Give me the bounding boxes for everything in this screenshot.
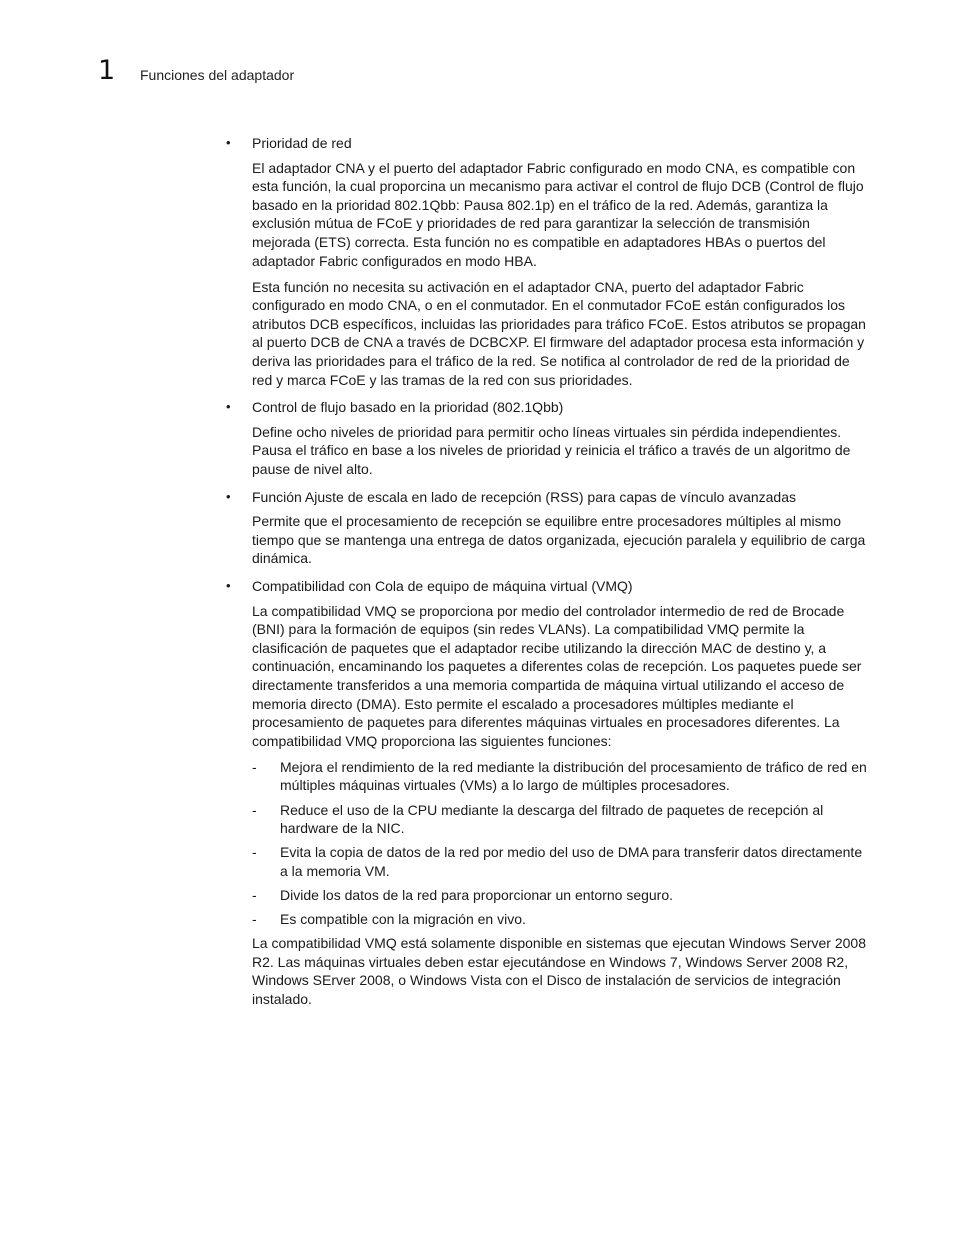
list-item [252, 910, 870, 929]
list-item [252, 886, 870, 905]
running-header-title: Funciones del adaptador [140, 67, 295, 83]
bullet-item-rss [226, 488, 870, 568]
list-item [252, 801, 870, 838]
bullet-icon: • [226, 577, 231, 593]
list-item-text: Evita la copia de datos de la red por medio del uso de DMA para transferir datos directamente a la memoria VM. [280, 844, 863, 879]
bullet-icon: • [226, 399, 231, 415]
dash-icon: - [252, 886, 257, 903]
paragraph: Define ocho niveles de prioridad para permitir ocho líneas virtuales sin pérdida independientes. Pausa el tráfico en base a los niveles de prioridad y reinicia el tráfico a través de un algoritmo de pause de nivel alto. [252, 423, 851, 477]
list-item-text: Mejora el rendimiento de la red mediante la distribución del procesamiento de tráfico de red en múltiples máquinas virtuales (VMs) a lo largo de múltiples procesadores. [280, 758, 867, 794]
paragraph: Permite que el procesamiento de recepción se equilibre entre procesadores múltiples al mismo tiempo que se mantenga una entrega de datos organizada, ejecución paralela y equilibrio de carga dinámica. [252, 513, 866, 567]
bullet-title: Prioridad de red [252, 135, 352, 151]
list-item-text: Divide los datos de la red para proporcionar un entorno seguro. [280, 886, 674, 903]
bullet-item-pfc [226, 398, 870, 478]
paragraph: La compatibilidad VMQ se proporciona por medio del controlador intermedio de red de Brocade (BNI) para la formación de equipos (sin redes VLANs). La compatibilidad VMQ permite la clasificación de paquetes que el adaptador recibe utilizando la dirección MAC de destino y, a continuación, encaminando los paquetes a diferentes colas de recepción. Los paquetes puede ser directamente transferidos a una memoria compartida de máquina virtual utilizando el acceso de memoria directo (DMA). Esto permite el escalado a procesadores múltiples mediante el procesamiento de paquetes para diferentes máquinas virtuales en procesadores diferentes. La compatibilidad VMQ proporciona las siguientes funciones: [252, 602, 862, 749]
bullet-item-network-priority [226, 134, 870, 389]
paragraph: El adaptador CNA y el puerto del adaptador Fabric configurado en modo CNA, es compatible con esta función, la cual proporcina un mecanismo para activar el control de flujo DCB (Control de flujo basado en la prioridad 802.1Qbb: Pausa 802.1p) en el tráfico de la red. Además, garantiza la exclusión mútua de FCoE y prioridades de red para garantizar la selección de transmisión mejorada (ETS) correcta. Esta función no es compatible en adaptadores HBAs o puertos del adaptador Fabric configurados en modo HBA. [252, 159, 864, 269]
dash-icon: - [252, 910, 257, 927]
list-item-text: Reduce el uso de la CPU mediante la descarga del filtrado de paquetes de recepción al hardware de la NIC. [280, 801, 824, 837]
paragraph: La compatibilidad VMQ está solamente disponible en sistemas que ejecutan Windows Server 2008 R2. Las máquinas virtuales deben estar ejecutándose en Windows 7, Windows Server 2008 R2, Windows SErver 2008, o Windows Vista con el Disco de instalación de servicios de integración instalado. [252, 935, 867, 1007]
chapter-number: 1 [98, 55, 116, 86]
paragraph: Esta función no necesita su activación en el adaptador CNA, puerto del adaptador Fabric configurado en modo CNA, o en el conmutador. En el conmutador FCoE están configurados los atributos DCB específicos, incluidas las prioridades para tráfico FCoE. Estos atributos se propagan al puerto DCB de CNA a través de DCBCXP. El firmware del adaptador procesa esta información y deriva las prioridades para el tráfico de la red. Se notifica al controlador de red de la prioridad de red y marca FCoE y las tramas de la red con sus prioridades. [252, 278, 866, 388]
dash-icon: - [252, 801, 257, 818]
bullet-item-vmq [226, 577, 870, 1008]
dash-list [252, 758, 870, 929]
dash-icon: - [252, 844, 257, 861]
dash-icon: - [252, 758, 257, 775]
body-content [226, 134, 870, 1016]
bullet-icon: • [226, 135, 231, 150]
list-item [252, 843, 870, 880]
bullet-title: Compatibilidad con Cola de equipo de máquina virtual (VMQ) [252, 577, 633, 594]
list-item-text: Es compatible con la migración en vivo. [280, 910, 526, 927]
bullet-icon: • [226, 488, 231, 504]
bullet-title: Función Ajuste de escala en lado de recepción (RSS) para capas de vínculo avanzadas [252, 488, 797, 505]
bullet-title: Control de flujo basado en la prioridad (802.1Qbb) [252, 399, 564, 416]
list-item [252, 758, 870, 795]
